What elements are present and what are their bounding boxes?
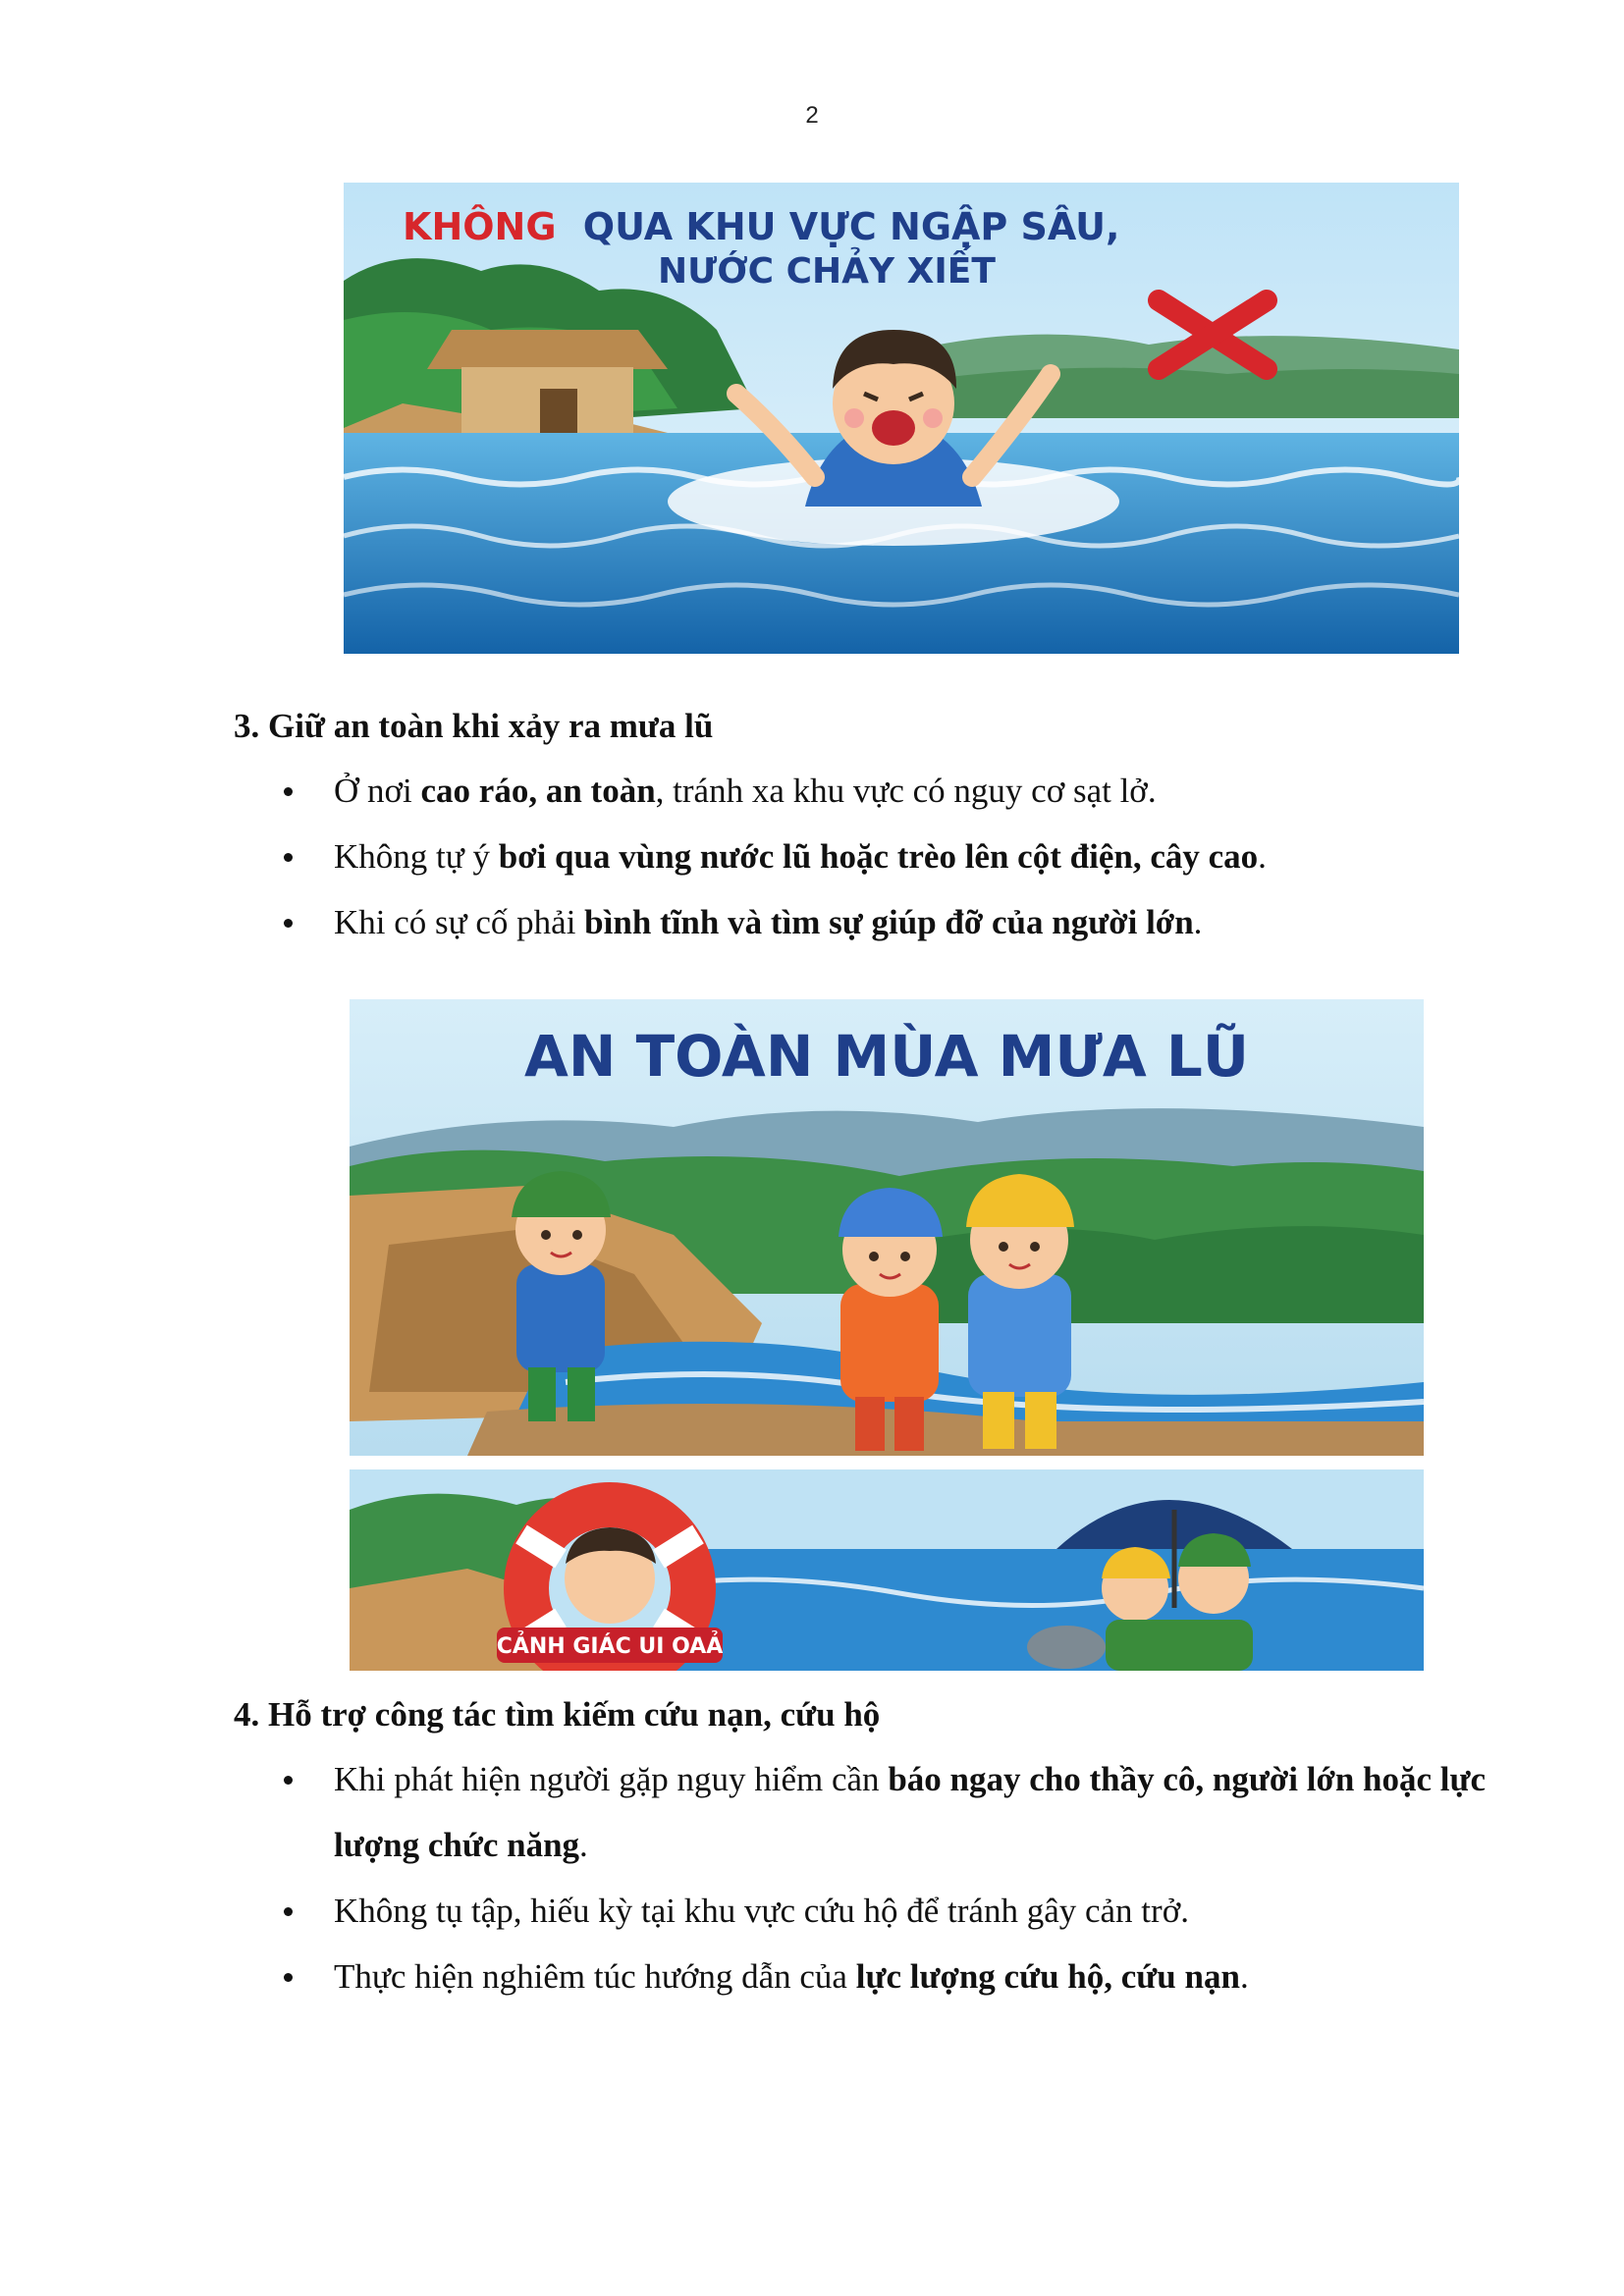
- list-item: Ở nơi cao ráo, an toàn, tránh xa khu vực có nguy cơ sạt lở.: [234, 758, 1510, 824]
- section-3-heading: 3. Giữ an toàn khi xảy ra mưa lũ: [234, 707, 714, 745]
- list-item: Thực hiện nghiêm túc hướng dẫn của lực lượng cứu hộ, cứu nạn.: [234, 1944, 1510, 2009]
- illustration-flood-season-safety: [350, 999, 1424, 1671]
- section-4-heading: 4. Hỗ trợ công tác tìm kiếm cứu nạn, cứu hộ: [234, 1695, 881, 1734]
- list-item: Không tụ tập, hiếu kỳ tại khu vực cứu hộ để tránh gây cản trở.: [234, 1878, 1510, 1944]
- page-number: 2: [805, 102, 819, 129]
- banner1-word-red: KHÔNG: [403, 205, 557, 248]
- illustration-no-deep-water: [344, 183, 1459, 654]
- section-3-list: [234, 758, 1510, 955]
- list-item: Không tự ý bơi qua vùng nước lũ hoặc trèo lên cột điện, cây cao.: [234, 824, 1510, 889]
- banner1-line2: NƯỚC CHẢY XIẾT: [658, 251, 996, 292]
- section-4-list: [234, 1746, 1510, 2009]
- banner2-title: AN TOÀN MÙA MƯA LŨ: [524, 1023, 1249, 1090]
- list-item: Khi phát hiện người gặp nguy hiểm cần báo ngay cho thầy cô, người lớn hoặc lực lượng chức năng.: [234, 1746, 1510, 1878]
- life-ring-text: CẢNH GIÁC UI OAẢ: [496, 1634, 724, 1659]
- list-item: Khi có sự cố phải bình tĩnh và tìm sự giúp đỡ của người lớn.: [234, 889, 1510, 955]
- svg-text:KHÔNG QUA KHU VỰC NGẬP SÂU: [403, 205, 1119, 248]
- banner1-line1: QUA KHU VỰC NGẬP SÂU,: [582, 205, 1120, 248]
